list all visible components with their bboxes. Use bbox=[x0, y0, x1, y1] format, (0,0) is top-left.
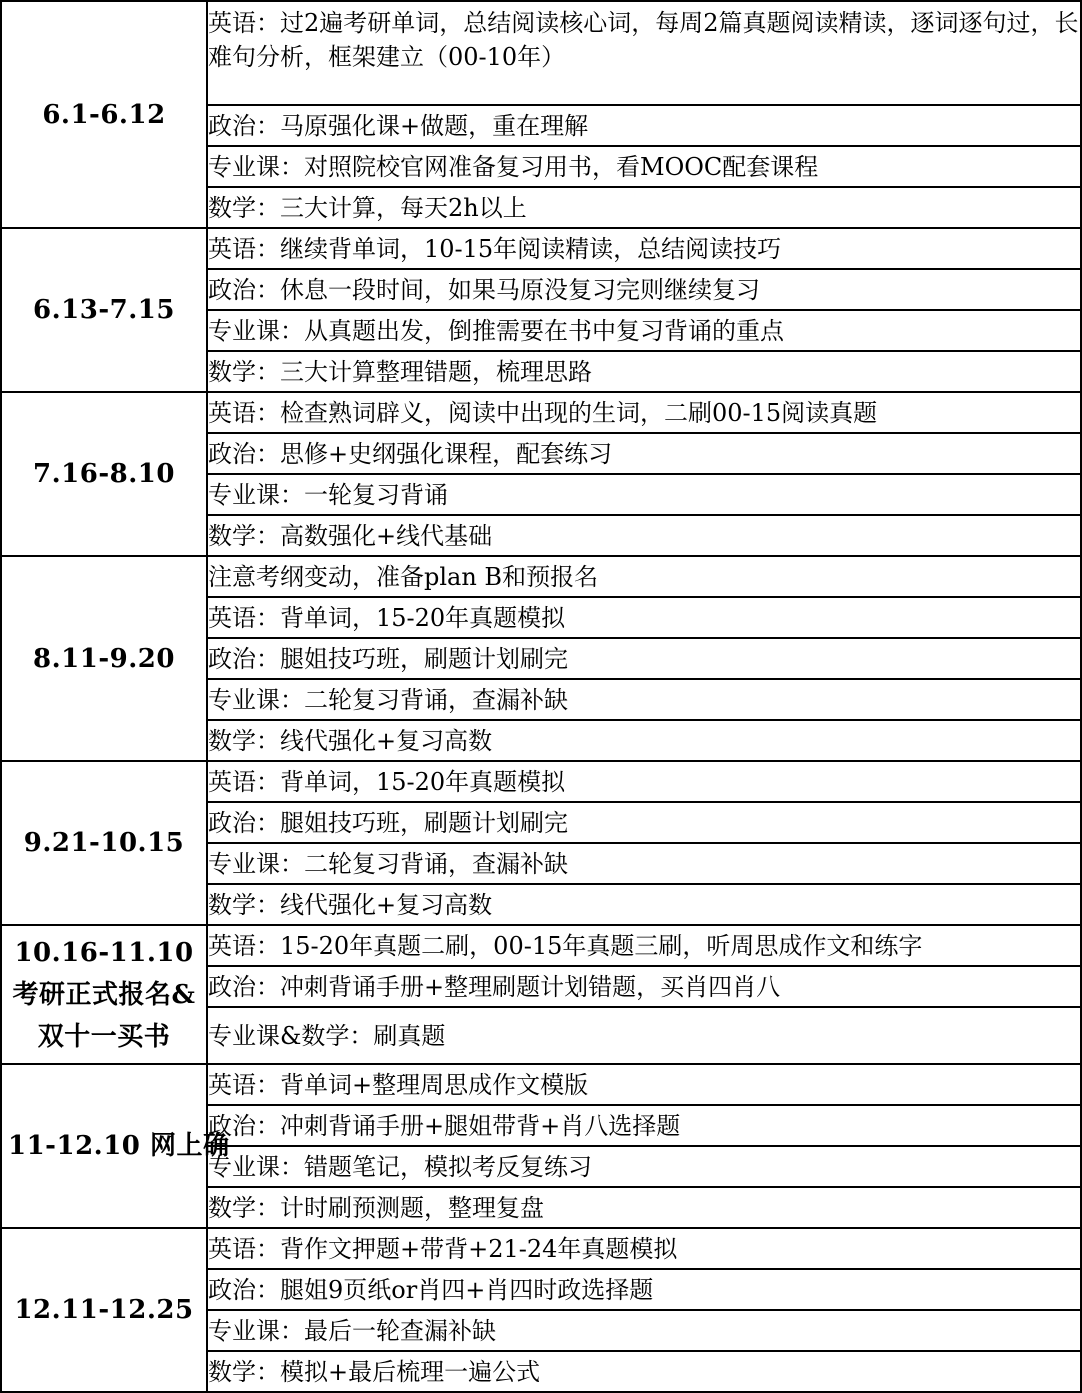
task-math: 数学：线代强化+复习高数 bbox=[207, 720, 1081, 761]
task-politics: 政治：腿姐技巧班，刷题计划刷完 bbox=[207, 638, 1081, 679]
task-english: 英语：背单词，15-20年真题模拟 bbox=[207, 761, 1081, 802]
period-date: 12.11-12.25 bbox=[1, 1228, 207, 1392]
task-english: 英语：背单词+整理周思成作文模版 bbox=[207, 1064, 1081, 1105]
table-row bbox=[1, 1064, 1081, 1105]
task-politics: 政治：冲刺背诵手册+腿姐带背+肖八选择题 bbox=[207, 1105, 1081, 1146]
task-english: 英语：检查熟词辟义，阅读中出现的生词，二刷00-15阅读真题 bbox=[207, 392, 1081, 433]
task-major-math: 专业课&数学：刷真题 bbox=[207, 1007, 1081, 1064]
task-major: 专业课：对照院校官网准备复习用书，看MOOC配套课程 bbox=[207, 146, 1081, 187]
period-date: 7.16-8.10 bbox=[1, 392, 207, 556]
task-major: 专业课：一轮复习背诵 bbox=[207, 474, 1081, 515]
table-row bbox=[1, 925, 1081, 966]
period-date: 6.1-6.12 bbox=[1, 1, 207, 228]
task-politics: 政治：冲刺背诵手册+整理刷题计划错题，买肖四肖八 bbox=[207, 966, 1081, 1007]
task-math: 数学：三大计算，每天2h以上 bbox=[207, 187, 1081, 228]
task-politics: 政治：马原强化课+做题，重在理解 bbox=[207, 105, 1081, 146]
period-date: 11-12.10 网上确 bbox=[1, 1064, 207, 1228]
task-math: 数学：模拟+最后梳理一遍公式 bbox=[207, 1351, 1081, 1392]
task-major: 专业课：从真题出发，倒推需要在书中复习背诵的重点 bbox=[207, 310, 1081, 351]
table-row bbox=[1, 1, 1081, 105]
task-politics: 政治：休息一段时间，如果马原没复习完则继续复习 bbox=[207, 269, 1081, 310]
table-row bbox=[1, 556, 1081, 597]
table-row bbox=[1, 761, 1081, 802]
period-date: 10.16-11.10考研正式报名&双十一买书 bbox=[1, 925, 207, 1064]
task-major: 专业课：二轮复习背诵，查漏补缺 bbox=[207, 679, 1081, 720]
task-english: 英语：15-20年真题二刷，00-15年真题三刷，听周思成作文和练字 bbox=[207, 925, 1081, 966]
table-row bbox=[1, 1228, 1081, 1269]
task-politics: 政治：腿姐技巧班，刷题计划刷完 bbox=[207, 802, 1081, 843]
task-math: 数学：三大计算整理错题，梳理思路 bbox=[207, 351, 1081, 392]
task-major: 专业课：错题笔记，模拟考反复练习 bbox=[207, 1146, 1081, 1187]
period-date: 8.11-9.20 bbox=[1, 556, 207, 761]
task-major: 专业课：最后一轮查漏补缺 bbox=[207, 1310, 1081, 1351]
task-note: 注意考纲变动，准备plan B和预报名 bbox=[207, 556, 1081, 597]
task-english: 英语：继续背单词，10-15年阅读精读，总结阅读技巧 bbox=[207, 228, 1081, 269]
task-math: 数学：高数强化+线代基础 bbox=[207, 515, 1081, 556]
task-major: 专业课：二轮复习背诵，查漏补缺 bbox=[207, 843, 1081, 884]
table-row bbox=[1, 228, 1081, 269]
task-math: 数学：线代强化+复习高数 bbox=[207, 884, 1081, 925]
task-politics: 政治：腿姐9页纸or肖四+肖四时政选择题 bbox=[207, 1269, 1081, 1310]
task-english: 英语：背作文押题+带背+21-24年真题模拟 bbox=[207, 1228, 1081, 1269]
period-date: 9.21-10.15 bbox=[1, 761, 207, 925]
task-politics: 政治：思修+史纲强化课程，配套练习 bbox=[207, 433, 1081, 474]
task-english: 英语：背单词，15-20年真题模拟 bbox=[207, 597, 1081, 638]
task-math: 数学：计时刷预测题，整理复盘 bbox=[207, 1187, 1081, 1228]
task-english: 英语：过2遍考研单词，总结阅读核心词，每周2篇真题阅读精读，逐词逐句过，长难句分析，框架建立（00-10年） bbox=[207, 1, 1081, 105]
period-date: 6.13-7.15 bbox=[1, 228, 207, 392]
table-row bbox=[1, 392, 1081, 433]
